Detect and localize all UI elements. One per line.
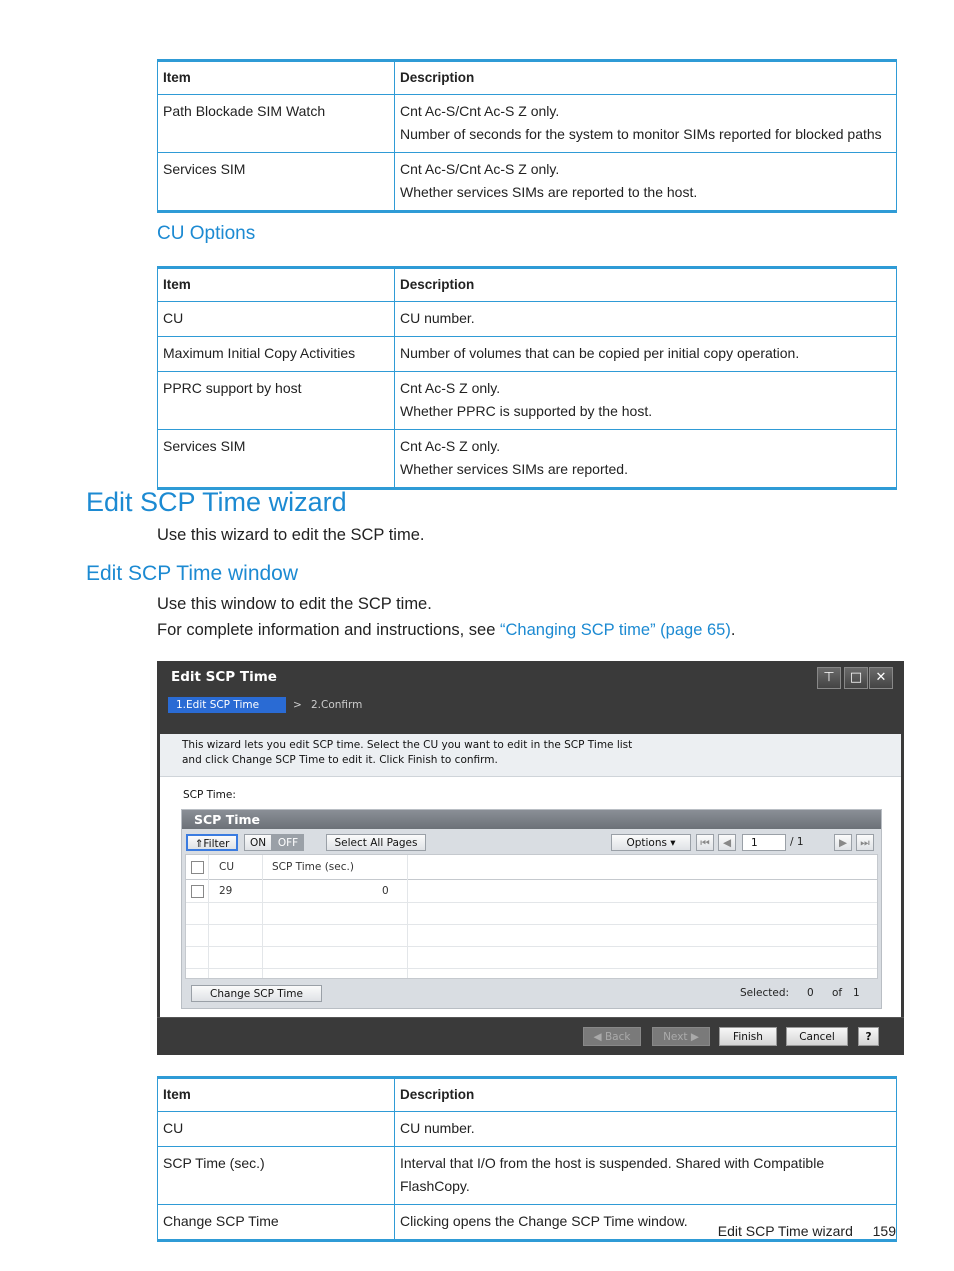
instructions: This wizard lets you edit SCP time. Select the CU you want to edit in the SCP Time list and click Change SCP Time to edit it. Click Finish to confirm. bbox=[160, 734, 901, 777]
selected-count: 0 bbox=[807, 987, 814, 999]
next-button[interactable]: Next ▶ bbox=[652, 1027, 710, 1046]
table-row bbox=[158, 430, 897, 489]
col-header-cu: CU bbox=[219, 861, 235, 873]
col-header-item: Item bbox=[158, 1078, 395, 1112]
wizard-text: Use this wizard to edit the SCP time. bbox=[157, 526, 425, 544]
item-cell: Maximum Initial Copy Activities bbox=[158, 337, 395, 372]
next-page-icon[interactable]: ▶ bbox=[834, 834, 852, 851]
reference-text: For complete information and instructions, see “Changing SCP time” (page 65). bbox=[157, 621, 736, 639]
select-all-checkbox[interactable] bbox=[191, 861, 204, 874]
filter-button[interactable]: ⇑Filter bbox=[186, 834, 238, 851]
item-cell: CU bbox=[158, 302, 395, 337]
item-cell: SCP Time (sec.) bbox=[158, 1147, 395, 1205]
description-cell: Cnt Ac-S/Cnt Ac-S Z only. Whether services SIMs are reported to the host. bbox=[395, 153, 897, 212]
last-page-icon[interactable]: ⏭ bbox=[856, 834, 874, 851]
page-footer bbox=[718, 1223, 896, 1239]
scp-time-panel bbox=[181, 809, 882, 1009]
scp-time-table bbox=[185, 854, 878, 979]
scp-time-label: SCP Time: bbox=[183, 789, 236, 801]
panel-title: SCP Time bbox=[182, 810, 881, 829]
help-button[interactable]: ? bbox=[858, 1027, 879, 1046]
col-header-description: Description bbox=[395, 268, 897, 302]
window-text: Use this window to edit the SCP time. bbox=[157, 595, 432, 613]
changing-scp-time-link[interactable]: “Changing SCP time” (page 65) bbox=[500, 621, 731, 639]
item-cell: Services SIM bbox=[158, 153, 395, 212]
item-cell: CU bbox=[158, 1112, 395, 1147]
description-cell: Number of volumes that can be copied per initial copy operation. bbox=[395, 337, 897, 372]
pin-icon[interactable]: ⊤ bbox=[817, 667, 841, 689]
table-row bbox=[158, 95, 897, 153]
page-number: 159 bbox=[872, 1223, 896, 1239]
window-title: Edit SCP Time bbox=[171, 669, 277, 685]
description-cell: Cnt Ac-S Z only. Whether services SIMs are reported. bbox=[395, 430, 897, 489]
prev-page-icon[interactable]: ◀ bbox=[718, 834, 736, 851]
options-dropdown[interactable]: Options ▾ bbox=[611, 834, 691, 851]
col-header-scp-time: SCP Time (sec.) bbox=[272, 861, 354, 873]
selected-label: Selected: bbox=[740, 987, 790, 999]
table-cu-options bbox=[157, 266, 897, 490]
item-cell: PPRC support by host bbox=[158, 372, 395, 430]
total-count: 1 bbox=[853, 987, 860, 999]
table-row bbox=[158, 372, 897, 430]
description-cell: Clicking opens the Change SCP Time window. bbox=[395, 1205, 897, 1241]
page-number-input[interactable]: 1 bbox=[742, 834, 786, 851]
col-header-description: Description bbox=[395, 61, 897, 95]
close-icon[interactable]: ✕ bbox=[869, 667, 893, 689]
cu-value: 29 bbox=[219, 885, 233, 897]
table-row bbox=[158, 153, 897, 212]
item-cell: Change SCP Time bbox=[158, 1205, 395, 1241]
table-window-items bbox=[157, 1076, 897, 1242]
step-edit-scp-time: 1.Edit SCP Time bbox=[168, 697, 286, 713]
back-button[interactable]: ◀ Back bbox=[583, 1027, 641, 1046]
table-row bbox=[158, 302, 897, 337]
scp-time-value: 0 bbox=[382, 885, 389, 897]
select-all-pages-button[interactable]: Select All Pages bbox=[326, 834, 426, 851]
item-cell: Services SIM bbox=[158, 430, 395, 489]
finish-button[interactable]: Finish bbox=[719, 1027, 777, 1046]
window-footer bbox=[157, 1017, 904, 1055]
of-label: of bbox=[832, 987, 843, 999]
description-cell: Interval that I/O from the host is suspended. Shared with Compatible FlashCopy. bbox=[395, 1147, 897, 1205]
cu-options-heading: CU Options bbox=[157, 223, 256, 244]
footer-section: Edit SCP Time wizard bbox=[717, 1223, 853, 1239]
table-row bbox=[158, 1147, 897, 1205]
col-header-item: Item bbox=[158, 61, 395, 95]
table-row bbox=[158, 1112, 897, 1147]
change-scp-time-button[interactable]: Change SCP Time bbox=[191, 985, 322, 1002]
maximize-icon[interactable]: □ bbox=[844, 667, 868, 689]
table-path-options bbox=[157, 59, 897, 213]
description-cell: CU number. bbox=[395, 302, 897, 337]
first-page-icon[interactable]: ⏮ bbox=[696, 834, 714, 851]
col-header-description: Description bbox=[395, 1078, 897, 1112]
step-confirm: 2.Confirm bbox=[311, 699, 363, 711]
cancel-button[interactable]: Cancel bbox=[786, 1027, 848, 1046]
description-cell: Cnt Ac-S Z only. Whether PPRC is supported by the host. bbox=[395, 372, 897, 430]
item-cell: Path Blockade SIM Watch bbox=[158, 95, 395, 153]
table-row bbox=[158, 337, 897, 372]
window-heading: Edit SCP Time window bbox=[86, 562, 299, 585]
filter-on-toggle[interactable]: ON bbox=[244, 834, 272, 851]
wizard-heading: Edit SCP Time wizard bbox=[86, 487, 347, 517]
step-separator: > bbox=[293, 699, 302, 711]
row-checkbox[interactable] bbox=[191, 885, 204, 898]
col-header-item: Item bbox=[158, 268, 395, 302]
edit-scp-time-window bbox=[157, 661, 904, 1054]
description-cell: CU number. bbox=[395, 1112, 897, 1147]
description-cell: Cnt Ac-S/Cnt Ac-S Z only. Number of seconds for the system to monitor SIMs reported for blocked paths bbox=[395, 95, 897, 153]
page-total: / 1 bbox=[790, 836, 804, 848]
filter-off-toggle[interactable]: OFF bbox=[272, 834, 304, 851]
window-body bbox=[160, 734, 901, 1017]
